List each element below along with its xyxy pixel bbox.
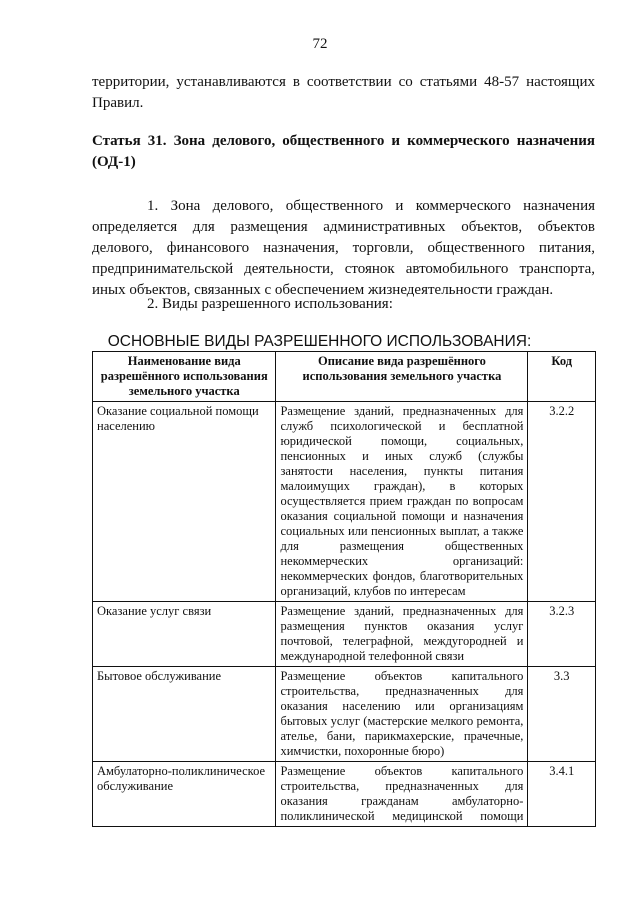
table-row bbox=[93, 762, 596, 827]
page-number: 72 bbox=[312, 36, 328, 52]
article-title: Статья 31. Зона делового, общественного и коммерческого назначения (ОД-1) bbox=[92, 133, 595, 170]
header-code: Код bbox=[528, 352, 596, 402]
row-description: Размещение зданий, предназначенных для служб психологической и бесплатной юридической помощи, социальных, пенсионных и иных служб (службы занятости населения, пункты питания малоимущих граждан), в которых осуществляется прием граждан по вопросам оказания социальной помощи и назначения социальных или пенсионных выплат, а также для размещения общественных некоммерческих организаций: некоммерческих фондов, благотворительных организаций, клубов по интересам bbox=[276, 402, 528, 602]
table-row bbox=[93, 602, 596, 667]
row-description: Размещение объектов капитального строительства, предназначенных для оказания гражданам амбулаторно-поликлинической медицинской помощи bbox=[276, 762, 528, 827]
paragraph-permitted-uses: 2. Виды разрешенного использования: bbox=[147, 296, 393, 312]
table-header-row bbox=[93, 352, 596, 402]
row-name: Бытовое обслуживание bbox=[93, 667, 276, 762]
row-description: Размещение зданий, предназначенных для размещения пунктов оказания услуг почтовой, телеграфной, междугородней и международной телефонной связи bbox=[276, 602, 528, 667]
row-code: 3.2.2 bbox=[528, 402, 596, 602]
continuation-paragraph: территории, устанавливаются в соответствии со статьями 48-57 настоящих Правил. bbox=[92, 74, 595, 111]
row-name: Амбулаторно-поликлиническое обслуживание bbox=[93, 762, 276, 827]
permitted-uses-table bbox=[92, 351, 596, 827]
row-code: 3.3 bbox=[528, 667, 596, 762]
table-row bbox=[93, 402, 596, 602]
row-name: Оказание социальной помощи населению bbox=[93, 402, 276, 602]
header-name: Наименование вида разрешённого использования земельного участка bbox=[93, 352, 276, 402]
header-description: Описание вида разрешённого использования земельного участка bbox=[276, 352, 528, 402]
table-caption: ОСНОВНЫЕ ВИДЫ РАЗРЕШЕННОГО ИСПОЛЬЗОВАНИЯ: bbox=[107, 333, 532, 350]
row-name: Оказание услуг связи bbox=[93, 602, 276, 667]
row-code: 3.4.1 bbox=[528, 762, 596, 827]
row-code: 3.2.3 bbox=[528, 602, 596, 667]
table-row bbox=[93, 667, 596, 762]
row-description: Размещение объектов капитального строительства, предназначенных для оказания населению или организациям бытовых услуг (мастерские мелкого ремонта, ателье, бани, парикмахерские, прачечные, химчистки, похоронные бюро) bbox=[276, 667, 528, 762]
paragraph-zone-definition: 1. Зона делового, общественного и коммерческого назначения определяется для размещения административных объектов, объектов делового, финансового назначения, торговли, общественного питания, предпринимательской деятельности, стоянок автомобильного транспорта, иных объектов, связанных с обеспечением жизнедеятельности граждан. bbox=[92, 198, 595, 298]
